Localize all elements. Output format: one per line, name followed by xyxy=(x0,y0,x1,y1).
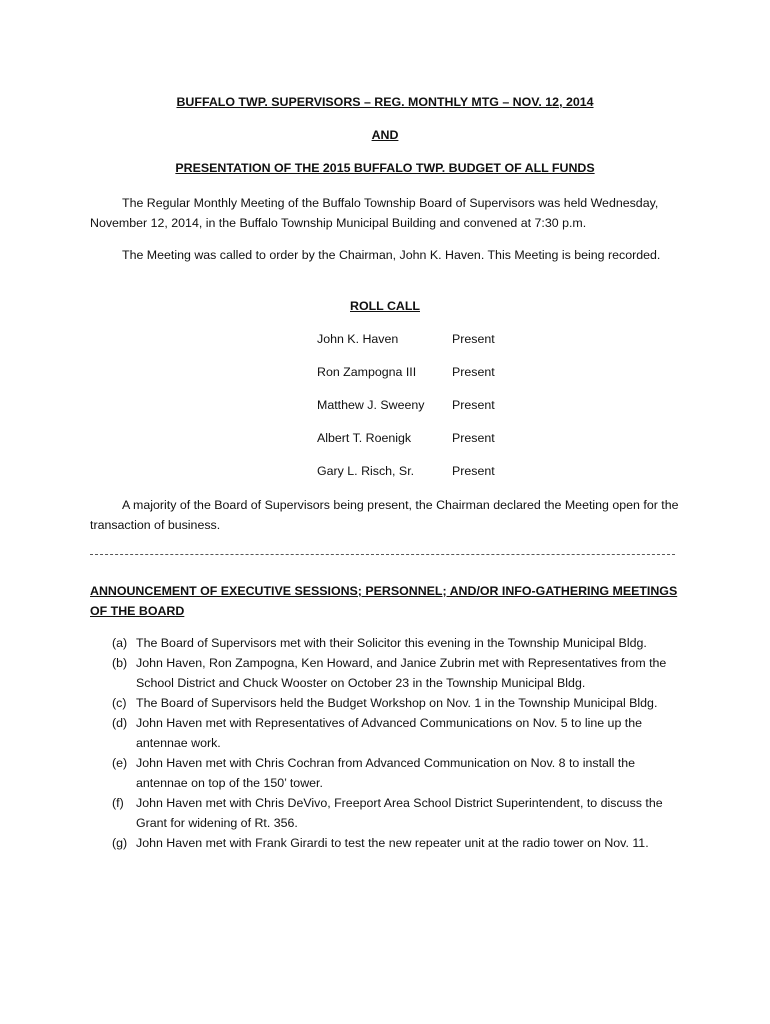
list-item-text: John Haven met with Chris DeVivo, Freeport Area School District Superintendent, to discuss the Grant for widening of Rt. 356. xyxy=(136,796,663,830)
roll-call-name: Gary L. Risch, Sr. xyxy=(317,464,415,478)
roll-call-name: Matthew J. Sweeny xyxy=(317,398,425,412)
announcement-heading: ANNOUNCEMENT OF EXECUTIVE SESSIONS; PERSONNEL; AND/OR INFO-GATHERING MEETINGS OF THE BOARD xyxy=(90,584,678,618)
list-item-text: The Board of Supervisors met with their Solicitor this evening in the Township Municipal Bldg. xyxy=(136,636,647,650)
quorum-paragraph xyxy=(90,495,690,535)
list-item-text: John Haven met with Chris Cochran from Advanced Communication on Nov. 8 to install the antennae on top of the 150’ tower. xyxy=(136,756,636,790)
intro-paragraph-2 xyxy=(90,245,690,265)
list-item-text: John Haven met with Representatives of Advanced Communications on Nov. 5 to line up the antennae work. xyxy=(136,716,643,750)
intro-paragraph-1-text: The Regular Monthly Meeting of the Buffalo Township Board of Supervisors was held Wednesday, November 12, 2014, in the Buffalo Township Municipal Building and convened at 7:30 p.m. xyxy=(90,196,659,230)
list-item-text: John Haven met with Frank Girardi to test the new repeater unit at the radio tower on Nov. 11. xyxy=(136,836,649,850)
roll-call-name: Ron Zampogna III xyxy=(317,365,417,379)
and-heading: AND xyxy=(371,128,399,142)
list-item xyxy=(112,653,682,693)
list-item-text: John Haven, Ron Zampogna, Ken Howard, and Janice Zubrin met with Representatives from the School District and Chuck Wooster on October 23 in the Township Municipal Bldg. xyxy=(136,656,667,690)
list-item xyxy=(112,693,682,713)
quorum-text: A majority of the Board of Supervisors being present, the Chairman declared the Meeting open for the transaction of business. xyxy=(90,498,679,532)
list-marker: (d) xyxy=(112,716,128,730)
document-subtitle: PRESENTATION OF THE 2015 BUFFALO TWP. BUDGET OF ALL FUNDS xyxy=(175,161,595,175)
list-marker: (f) xyxy=(112,796,124,810)
intro-paragraph-1 xyxy=(90,193,690,233)
list-marker: (b) xyxy=(112,656,128,670)
list-marker: (e) xyxy=(112,756,128,770)
list-item xyxy=(112,713,682,753)
list-item xyxy=(112,833,682,853)
document-title: BUFFALO TWP. SUPERVISORS – REG. MONTHLY MTG – NOV. 12, 2014 xyxy=(176,95,594,109)
list-marker: (g) xyxy=(112,836,128,850)
roll-call-status: Present xyxy=(452,365,495,379)
roll-call-name: John K. Haven xyxy=(317,332,399,346)
list-item xyxy=(112,753,682,793)
list-item xyxy=(112,633,682,653)
list-item-text: The Board of Supervisors held the Budget Workshop on Nov. 1 in the Township Municipal Bldg. xyxy=(136,696,658,710)
intro-paragraph-2-text: The Meeting was called to order by the Chairman, John K. Haven. This Meeting is being recorded. xyxy=(122,248,661,262)
roll-call-status: Present xyxy=(452,464,495,478)
list-marker: (c) xyxy=(112,696,127,710)
section-divider xyxy=(90,554,675,555)
announcement-list xyxy=(112,633,682,853)
list-item xyxy=(112,793,682,833)
roll-call-heading: ROLL CALL xyxy=(350,299,420,313)
list-marker: (a) xyxy=(112,636,128,650)
roll-call-status: Present xyxy=(452,332,495,346)
roll-call-name: Albert T. Roenigk xyxy=(317,431,412,445)
roll-call-status: Present xyxy=(452,431,495,445)
roll-call-status: Present xyxy=(452,398,495,412)
